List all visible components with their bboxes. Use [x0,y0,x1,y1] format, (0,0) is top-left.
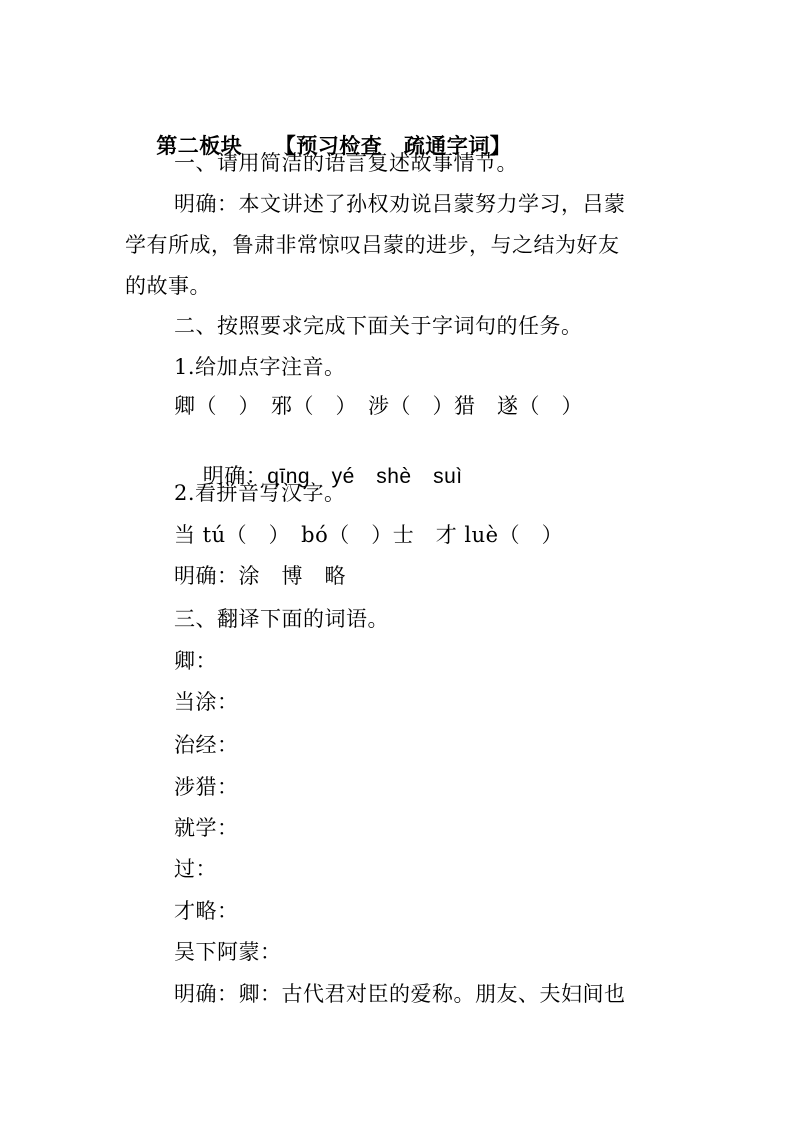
q1-answer-line-2: 学有所成，鲁肃非常惊叹吕蒙的进步，与之结为好友 [125,233,620,257]
q2-sub1-answer-label: 明确： [202,464,268,488]
q2-prompt: 二、按照要求完成下面关于字词句的任务。 [174,314,583,338]
q3-term: 涉猎： [174,775,239,799]
q2-sub1-items: 卿（ ） 邪（ ） 涉（ ）猎 遂（ ） [174,394,583,418]
q3-term: 卿： [174,649,217,673]
q2-sub2-items: 当 tú（ ） bó（ ）士 才 luè（ ） [174,523,564,547]
q3-term: 就学： [174,816,239,840]
q1-answer-line-3: 的故事。 [125,274,211,298]
q3-term: 过： [174,857,217,881]
q3-prompt: 三、翻译下面的词语。 [174,607,389,631]
q3-term: 吴下阿蒙： [174,940,282,964]
section-title: 第二板块 [156,133,243,158]
q3-term: 才略： [174,899,239,923]
q2-sub2-answer: 明确：涂 博 略 [174,564,346,588]
q3-term: 当涂： [174,690,239,714]
q2-sub2-prompt: 2.看拼音写汉字。 [174,481,346,505]
q1-answer-line-1: 明确：本文讲述了孙权劝说吕蒙努力学习，吕蒙 [174,192,626,216]
q3-term: 治经： [174,733,239,757]
q3-answer: 明确：卿：古代君对臣的爱称。朋友、夫妇间也 [174,982,626,1006]
q2-sub1-answer-pinyin: qīng yé shè suì [267,465,463,488]
section-subtitle: 【预习检查 疏通字词】 [285,133,512,158]
q2-sub1-prompt: 1.给加点字注音。 [174,355,346,379]
q1-prompt: 一、请用简洁的语言复述故事情节。 [174,151,518,175]
